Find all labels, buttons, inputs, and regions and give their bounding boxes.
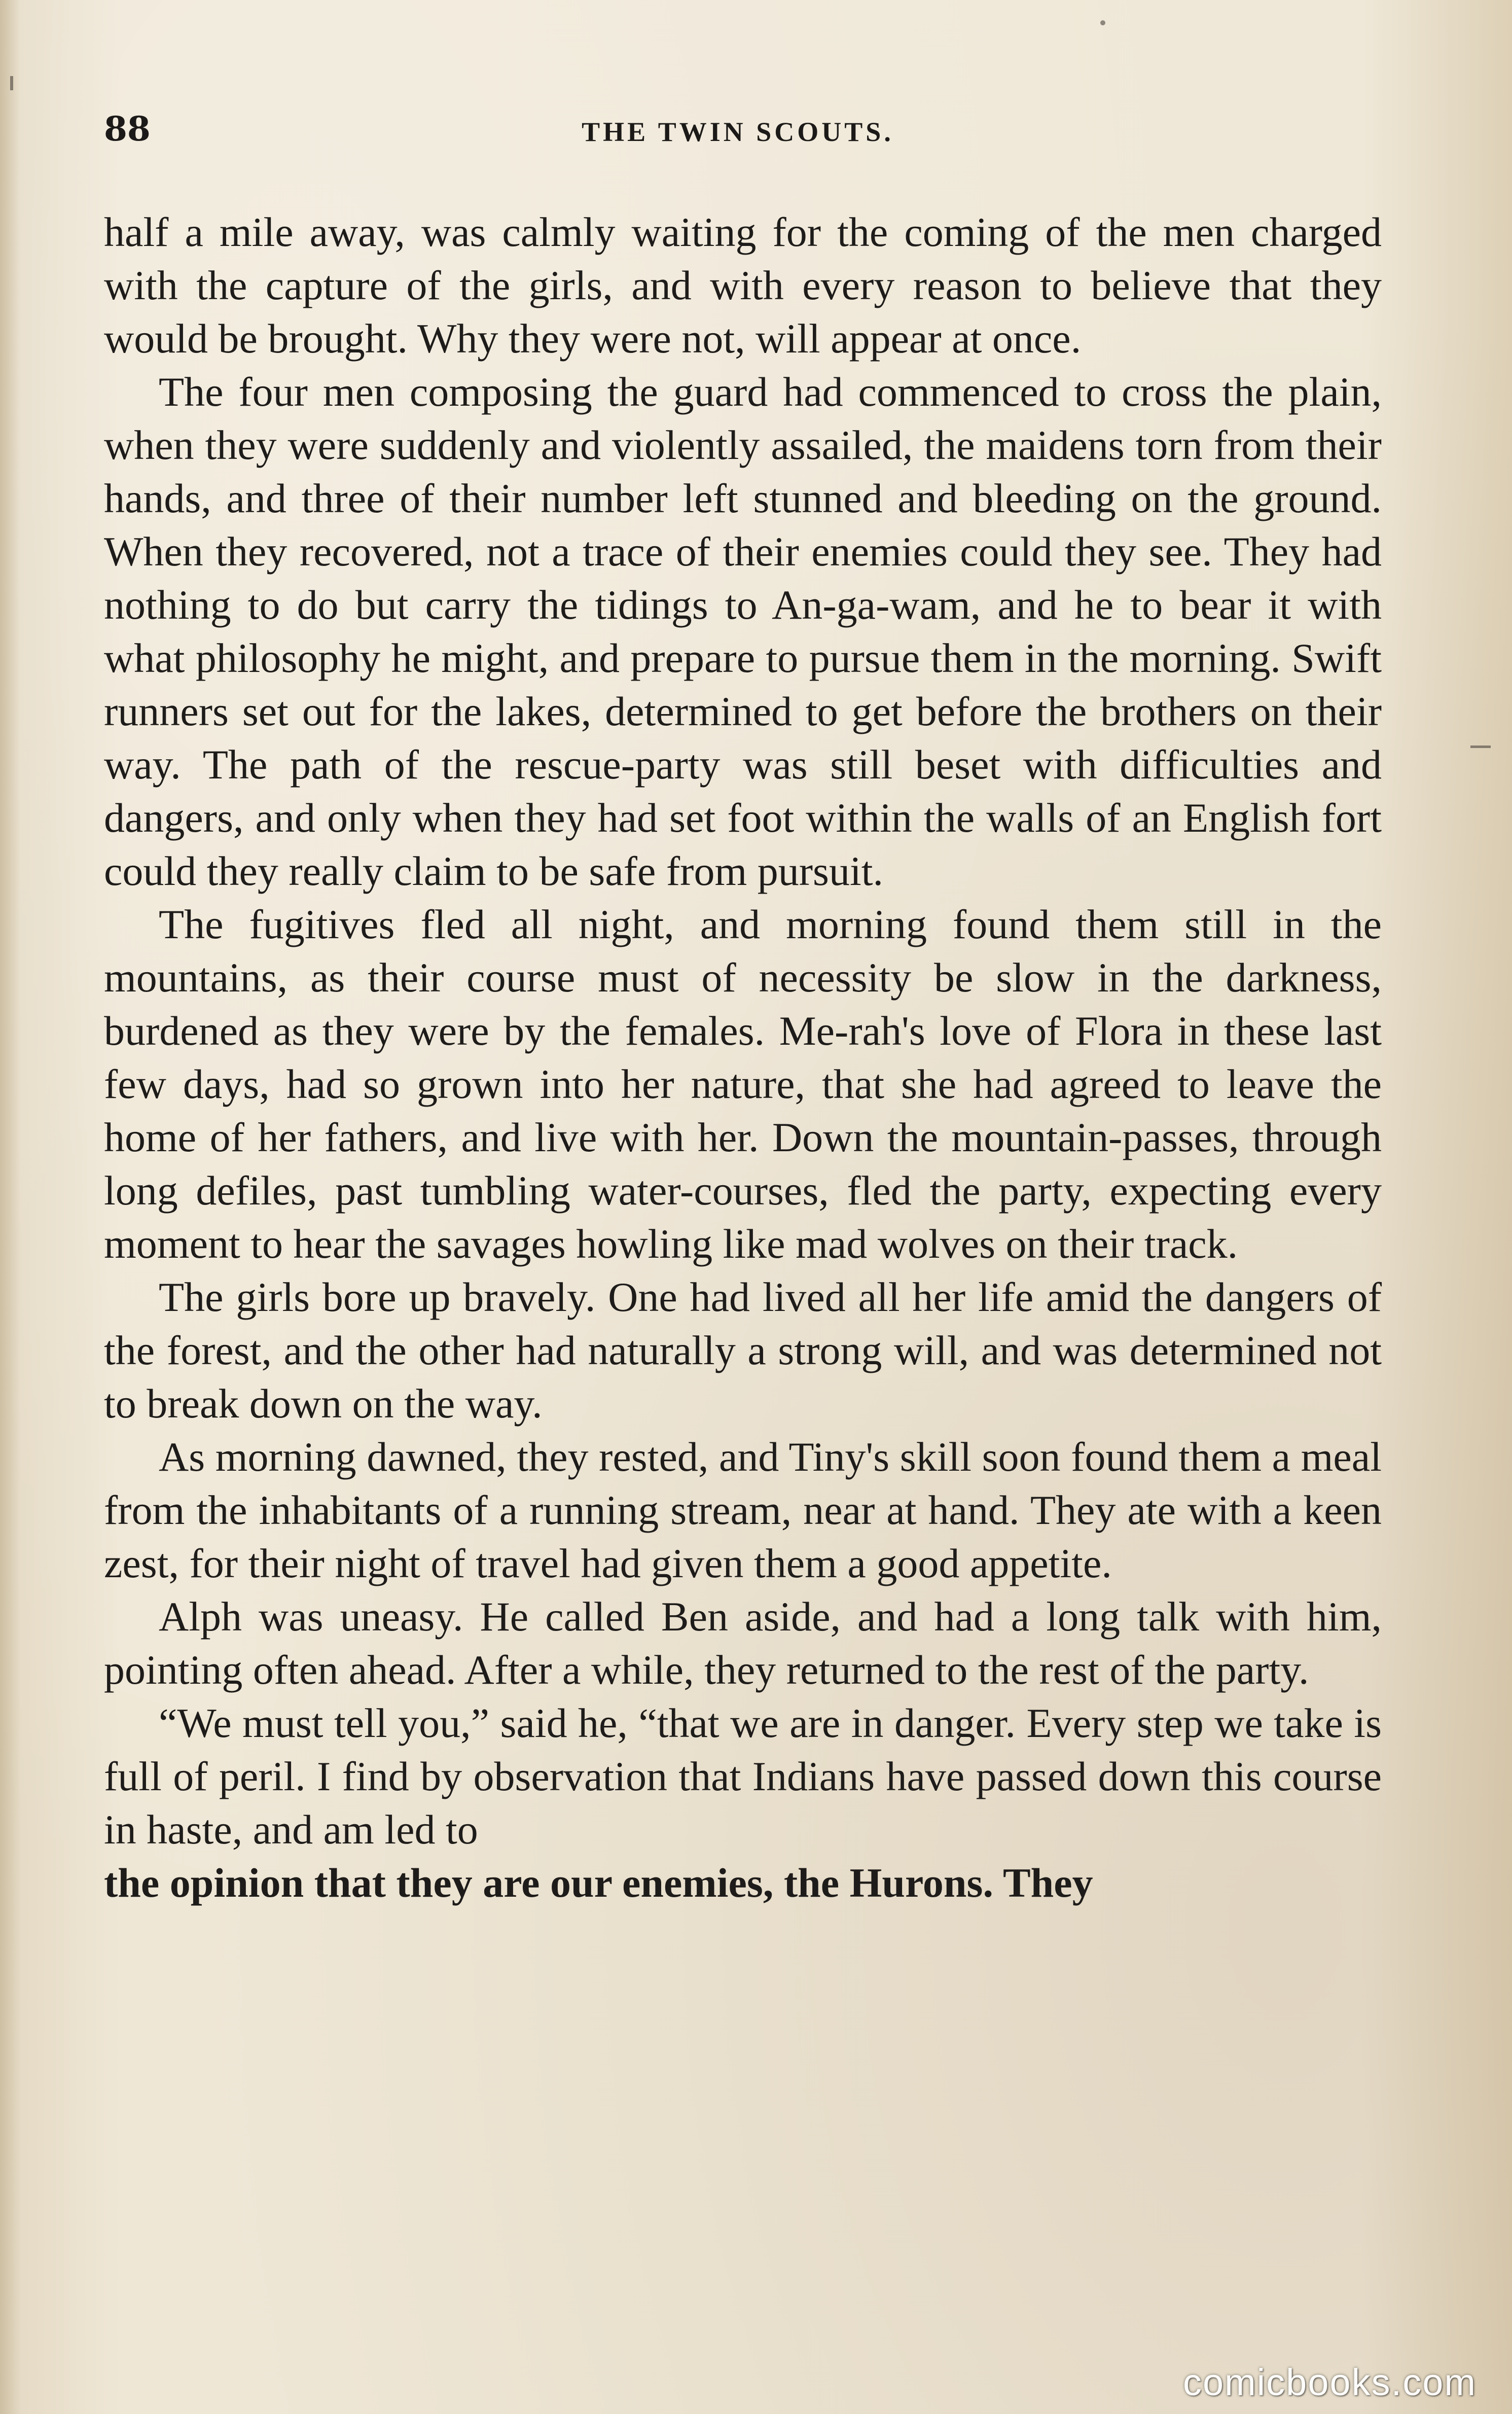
paragraph: The four men composing the guard had commenced to cross the plain, when they were suddenly and violently assailed, the maidens torn from their hands, and three of their number left stunned and bleeding on the ground. When they recovered, not a trace of their enemies could they see. They had nothing to do but carry the tidings to An-ga-wam, and he to bear it with what philosophy he might, and prepare to pursue them in the morning. Swift runners set out for the lakes, determined to get before the brothers on their way. The path of the rescue-party was still beset with difficulties and dangers, and only when they had set foot within the walls of an English fort could they really claim to be safe from pursuit. bbox=[104, 369, 1382, 894]
watermark: comicbooks.com bbox=[1182, 2361, 1477, 2403]
paper-speck bbox=[1100, 20, 1105, 25]
paper-speck bbox=[10, 76, 13, 90]
body-text bbox=[104, 205, 1382, 1909]
page-header bbox=[104, 109, 1372, 165]
paragraph: half a mile away, was calmly waiting for the coming of the men charged with the capture of the girls, and with every reason to believe that they would be brought. Why they were not, will appear at once. bbox=[104, 209, 1382, 362]
paragraph: “We must tell you,” said he, “that we are in danger. Every step we take is full of peril. I find by observation that Indians have passed down this course in haste, and am led to bbox=[104, 1700, 1382, 1853]
page-edge-shadow bbox=[0, 0, 20, 2414]
paragraph: As morning dawned, they rested, and Tiny's skill soon found them a meal from the inhabitants of a running stream, near at hand. They ate with a keen zest, for their night of travel had given them a good appetite. bbox=[104, 1434, 1382, 1586]
paper-speck bbox=[1470, 746, 1491, 748]
running-title: THE TWIN SCOUTS. bbox=[582, 117, 894, 147]
paragraph-continuation: the opinion that they are our enemies, the Hurons. They bbox=[104, 1860, 1093, 1906]
paragraph: The fugitives fled all night, and morning found them still in the mountains, as their course must of necessity be slow in the darkness, burdened as they were by the females. Me-rah's love of Flora in these last few days, had so grown into her nature, that she had agreed to leave the home of her fathers, and live with her. Down the mountain-passes, through long defiles, past tumbling water-courses, fled the party, expecting every moment to hear the savages howling like mad wolves on their track. bbox=[104, 901, 1382, 1267]
paragraph: Alph was uneasy. He called Ben aside, and had a long talk with him, pointing often ahead. After a while, they returned to the rest of the party. bbox=[104, 1593, 1382, 1693]
page-number: 88 bbox=[104, 109, 151, 149]
paragraph: The girls bore up bravely. One had lived all her life amid the dangers of the forest, and the other had naturally a strong will, and was determined not to break down on the way. bbox=[104, 1274, 1382, 1427]
